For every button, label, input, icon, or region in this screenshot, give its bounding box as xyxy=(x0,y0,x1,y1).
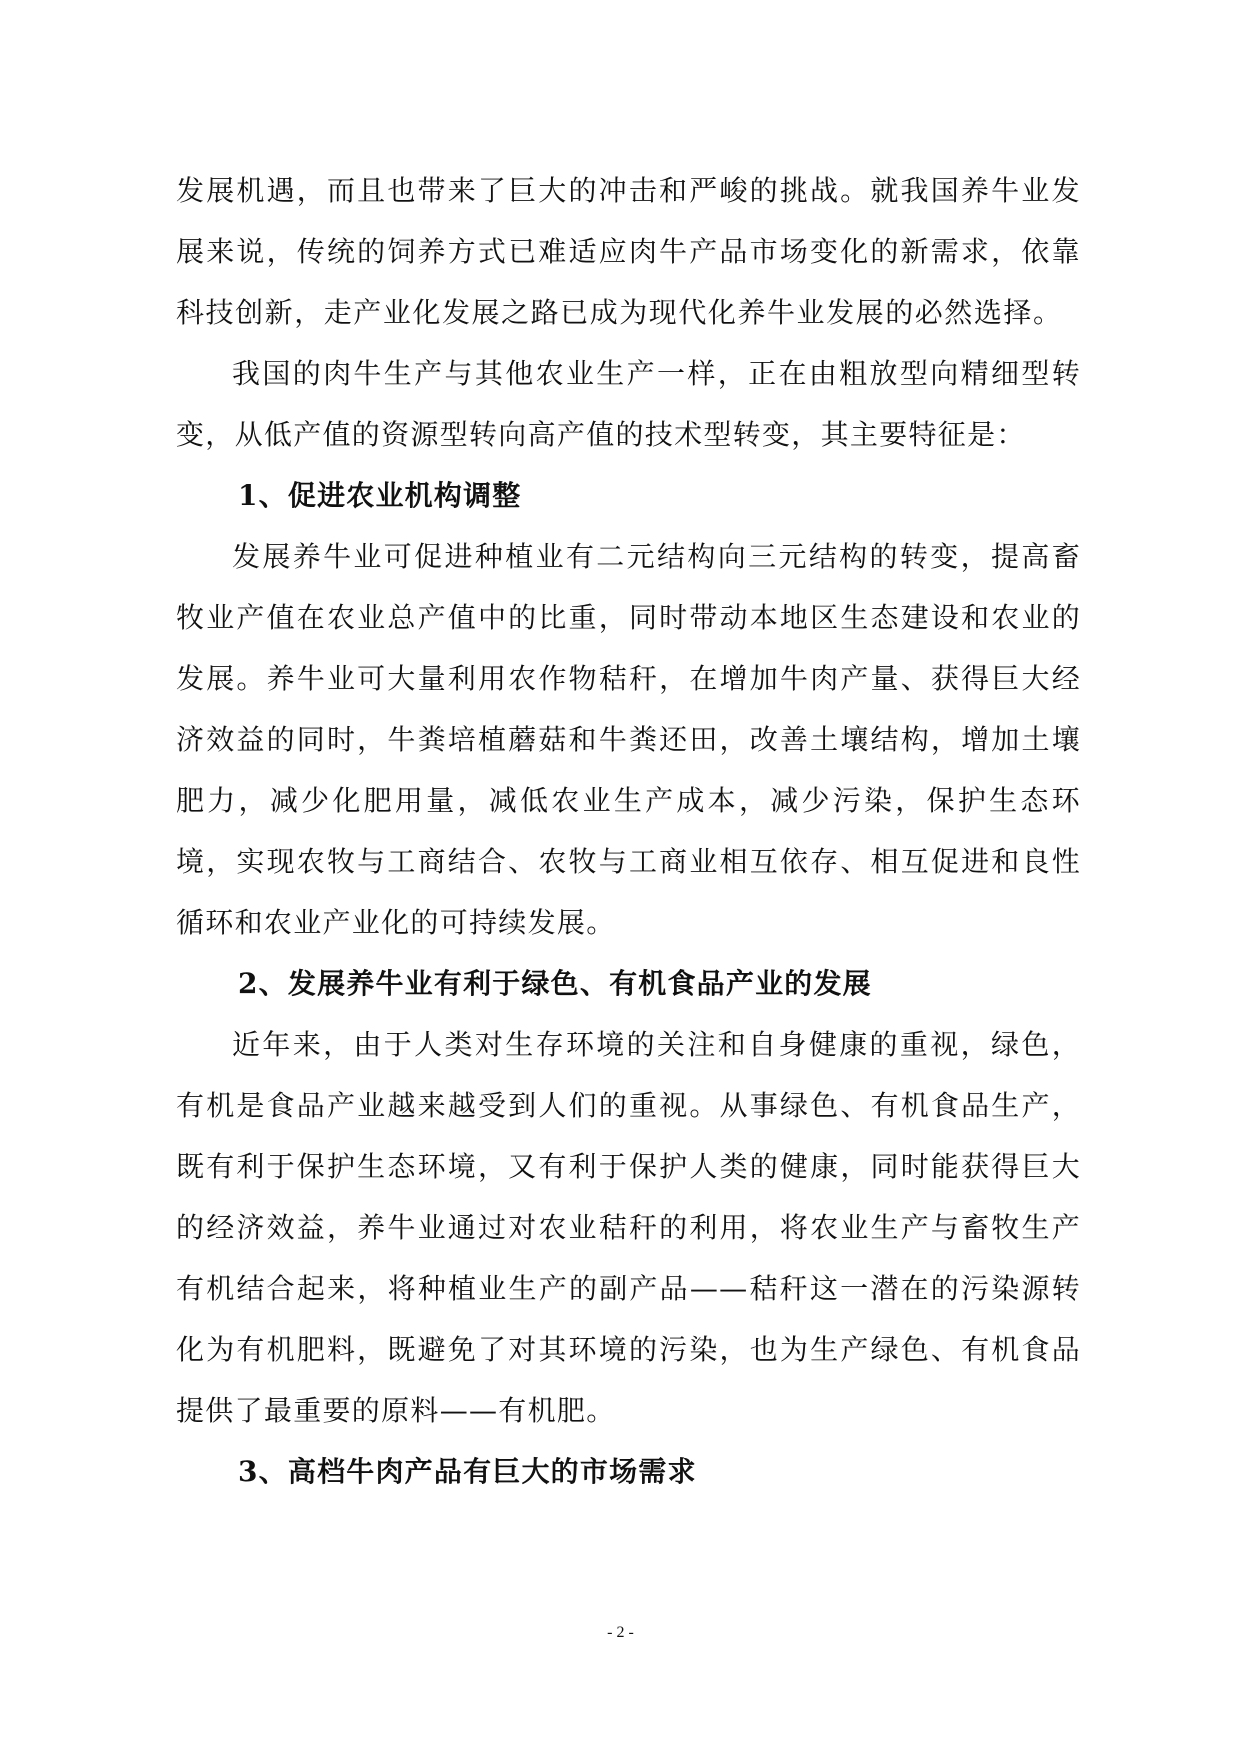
paragraph-section-1: 发展养牛业可促进种植业有二元结构向三元结构的转变，提高畜牧业产值在农业总产值中的比重，同时带动本地区生态建设和农业的发展。养牛业可大量利用农作物秸秆，在增加牛肉产量、获得巨大经济效益的同时，牛粪培植蘑菇和牛粪还田，改善土壤结构，增加土壤肥力，减少化肥用量，减低农业生产成本，减少污染，保护生态环境，实现农牧与工商结合、农牧与工商业相互依存、相互促进和良性循环和农业产业化的可持续发展。 xyxy=(176,540,1081,939)
document-body xyxy=(176,160,1081,1502)
page-number: - 2 - xyxy=(607,1624,634,1641)
paragraph-section-2: 近年来，由于人类对生存环境的关注和自身健康的重视，绿色，有机是食品产业越来越受到人们的重视。从事绿色、有机食品生产，既有利于保护生态环境，又有利于保护人类的健康，同时能获得巨大的经济效益，养牛业通过对农业秸秆的利用，将农业生产与畜牧生产有机结合起来，将种植业生产的副产品——秸秆这一潜在的污染源转化为有机肥料，既避免了对其环境的污染，也为生产绿色、有机食品提供了最重要的原料——有机肥。 xyxy=(176,1028,1081,1427)
section-heading-2: 2、发展养牛业有利于绿色、有机食品产业的发展 xyxy=(238,967,872,1000)
paragraph-continued-opening: 发展机遇，而且也带来了巨大的冲击和严峻的挑战。就我国养牛业发展来说，传统的饲养方式已难适应肉牛产品市场变化的新需求，依靠科技创新，走产业化发展之路已成为现代化养牛业发展的必然选择。 xyxy=(176,174,1081,329)
section-heading-1: 1、促进农业机构调整 xyxy=(238,479,522,512)
paragraph-main-features: 我国的肉牛生产与其他农业生产一样，正在由粗放型向精细型转变，从低产值的资源型转向高产值的技术型转变，其主要特征是： xyxy=(176,357,1081,451)
section-heading-3: 3、高档牛肉产品有巨大的市场需求 xyxy=(238,1455,697,1488)
